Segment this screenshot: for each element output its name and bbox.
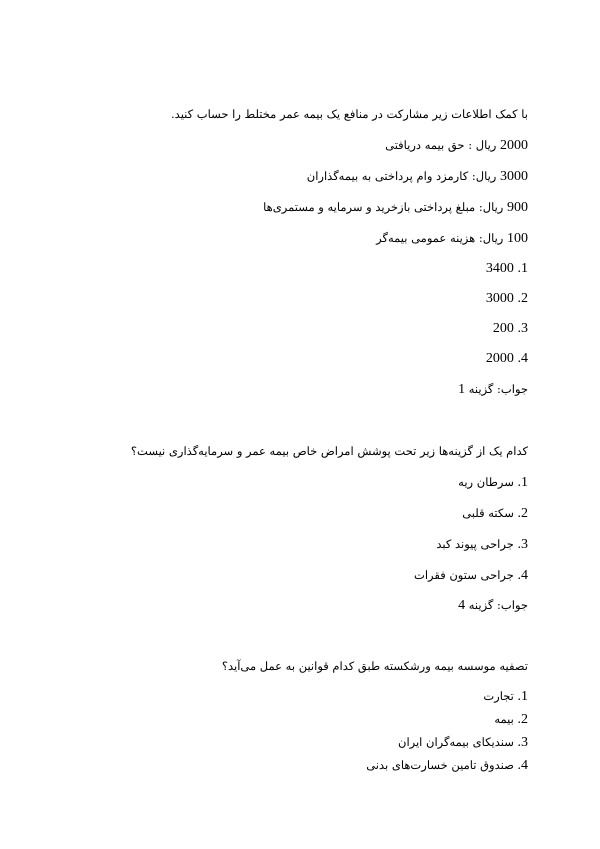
q1-answer (458, 381, 528, 398)
q1-fact-2-text: ریال: کارمزد وام پرداختی به بیمه‌گذاران (306, 169, 497, 183)
q3-option-2 (494, 711, 528, 728)
q1-fact-1-text: ریال : حق بیمه دریافتی (385, 138, 497, 152)
q2-option-2 (462, 505, 528, 522)
q2-answer-label: جواب: گزینه (468, 598, 528, 612)
q1-fact-3 (263, 199, 528, 216)
q1-option-2-value: 3000 (485, 291, 514, 306)
q1-answer-value: 1 (458, 382, 466, 397)
q3-option-3-text: سندیکای بیمه‌گران ایران (398, 735, 514, 749)
q3-option-4-text: صندوق تامین خسارت‌های بدنی (366, 758, 514, 772)
q1-option-4 (486, 350, 528, 367)
q1-option-1 (486, 260, 528, 277)
q1-option-2 (486, 290, 528, 307)
q1-fact-2 (307, 168, 528, 185)
q2-option-1 (458, 474, 528, 491)
q2-option-3-number: 3. (517, 537, 528, 552)
q2-option-3-text: جراحی پیوند کبد (436, 537, 514, 551)
q3-option-1 (483, 688, 528, 705)
q1-fact-2-amount: 3000 (500, 169, 528, 184)
q2-option-2-number: 2. (517, 506, 528, 521)
q3-option-4-number: 4. (517, 758, 528, 773)
q1-fact-4-amount: 100 (507, 231, 528, 246)
q1-fact-1-amount: 2000 (500, 138, 528, 153)
q1-fact-4 (376, 230, 528, 247)
q2-option-1-number: 1. (517, 475, 528, 490)
q1-option-3-value: 200 (492, 321, 514, 336)
q2-option-2-text: سکته قلبی (462, 506, 514, 520)
q3-option-2-text: بیمه (494, 712, 514, 726)
q3-option-3-number: 3. (517, 735, 528, 750)
q2-option-1-text: سرطان ریه (458, 475, 514, 489)
q3-option-2-number: 2. (517, 712, 528, 727)
q1-option-4-value: 2000 (485, 351, 514, 366)
q1-option-1-value: 3400 (485, 261, 514, 276)
q1-option-4-number: 4. (517, 351, 528, 366)
q1-fact-3-text: ریال: مبلغ پرداختی بازخرید و سرمایه و مستمری‌ها (263, 200, 504, 214)
q1-question: با کمک اطلاعات زیر مشارکت در منافع یک بیمه عمر مختلط را حساب کنید. (171, 107, 528, 121)
q1-option-1-number: 1. (517, 261, 528, 276)
q1-option-2-number: 2. (517, 291, 528, 306)
q3-question: تصفیه موسسه بیمه ورشکسته طبق کدام قوانین به عمل می‌آید؟ (221, 659, 528, 673)
q2-question: کدام یک از گزینه‌ها زیر تحت پوشش امراض خاص بیمه عمر و سرمایه‌گذاری نیست؟ (130, 444, 528, 458)
q1-option-3-number: 3. (517, 321, 528, 336)
q3-option-3 (398, 734, 528, 751)
q3-option-1-number: 1. (517, 689, 528, 704)
q2-option-3 (436, 536, 528, 553)
q1-fact-1 (385, 137, 528, 154)
q1-option-3 (493, 320, 528, 337)
q2-answer-value: 4 (458, 598, 466, 613)
q1-fact-3-amount: 900 (507, 200, 528, 215)
q1-fact-4-text: ریال: هزینه عمومی بیمه‌گر (376, 231, 504, 245)
q2-option-4 (414, 567, 528, 584)
q3-option-4 (366, 757, 528, 774)
q2-answer (458, 597, 528, 614)
q2-option-4-number: 4. (517, 568, 528, 583)
q2-option-4-text: جراحی ستون فقرات (414, 568, 514, 582)
q3-option-1-text: تجارت (483, 689, 514, 703)
q1-answer-label: جواب: گزینه (468, 382, 528, 396)
